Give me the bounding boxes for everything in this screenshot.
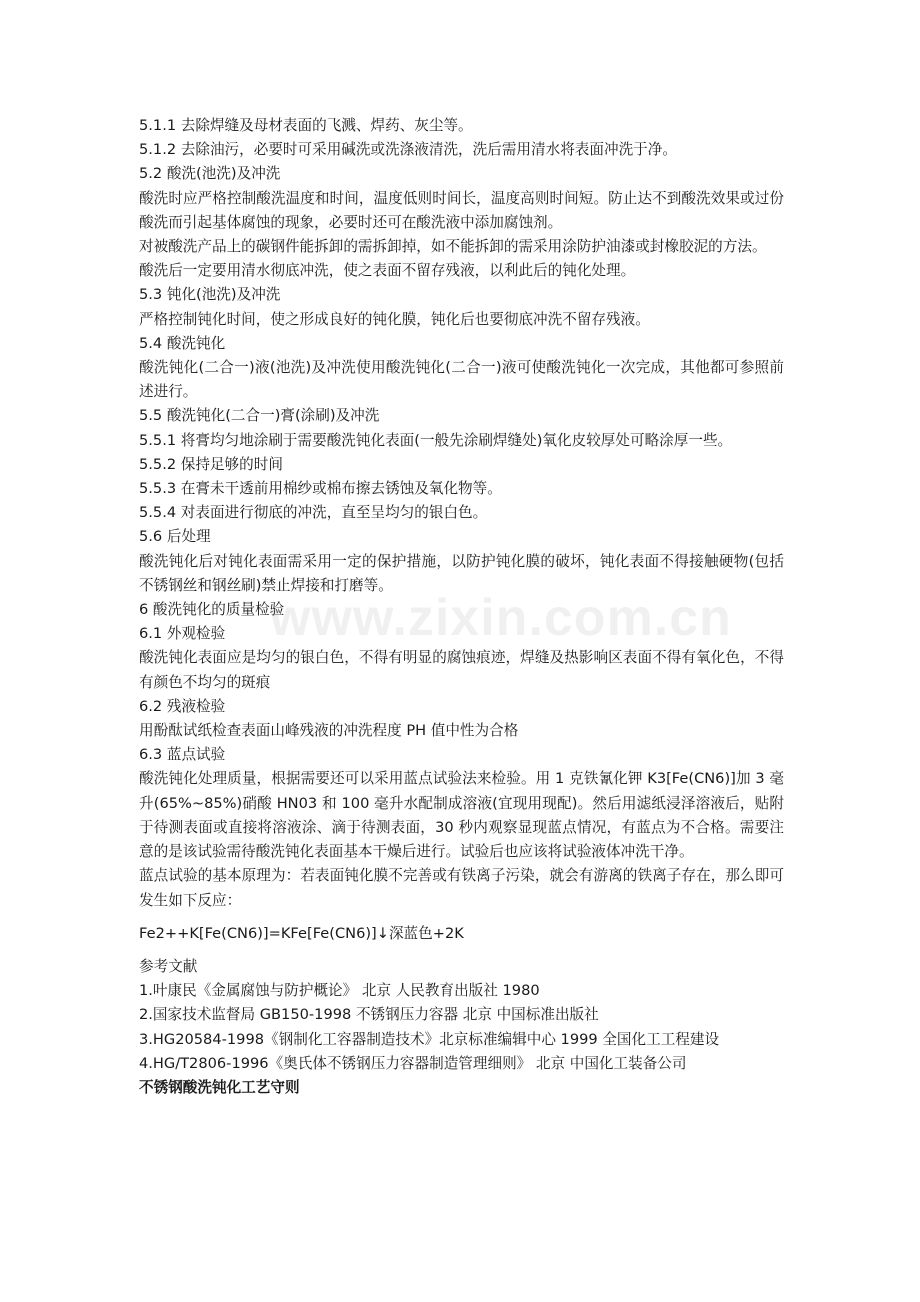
text-line-5-1-1: 5.1.1 去除焊缝及母材表面的飞溅、焊药、灰尘等。 bbox=[139, 117, 473, 134]
section-heading-5-5: 5.5 酸洗钝化(二合一)膏(涂刷)及冲洗 bbox=[139, 407, 380, 425]
paragraph-rinse-after-pickling: 酸洗后一定要用清水彻底冲洗，使之表面不留存残液，以利此后的钝化处理。 bbox=[139, 262, 636, 280]
section-heading-6-3: 6.3 蓝点试验 bbox=[139, 746, 226, 764]
paragraph-appearance-check: 酸洗钝化表面应是均匀的银白色，不得有明显的腐蚀痕迹，焊缝及热影响区表面不得有氧化色，不得有颜色不均匀的斑痕 bbox=[139, 649, 784, 691]
reference-item-2: 2.国家技术监督局 GB150-1998 不锈钢压力容器 北京 中国标准出版社 bbox=[139, 1006, 599, 1024]
paragraph-passivation-time: 严格控制钝化时间，使之形成良好的钝化膜，钝化后也要彻底冲洗不留存残液。 bbox=[139, 310, 650, 328]
text-line-5-1-2: 5.1.2 去除油污，必要时可采用碱洗或洗涤液清洗，洗后需用清水将表面冲洗于净。 bbox=[139, 141, 677, 159]
paragraph-carbon-steel-parts: 对被酸洗产品上的碳钢件能拆卸的需拆卸掉，如不能拆卸的需采用涂防护油漆或封橡胶泥的方法。 bbox=[139, 238, 767, 256]
section-heading-6-1: 6.1 外观检验 bbox=[139, 625, 226, 643]
section-heading-5-6: 5.6 后处理 bbox=[139, 528, 211, 546]
paragraph-post-treatment: 酸洗钝化后对钝化表面需采用一定的保护措施，以防护钝化膜的破坏，钝化表面不得接触硬物(包括不锈钢丝和钢丝刷)禁止焊接和打磨等。 bbox=[139, 552, 784, 594]
paragraph-blue-dot-test: 酸洗钝化处理质量，根据需要还可以采用蓝点试验法来检验。用 1 克铁氰化钾 K3[Fe(CN6)]加 3 毫升(65%~85%)硝酸 HN03 和 100 毫升水配制成溶液(宜现用现配)。然后用滤纸浸泽溶液后，贴附于待测表面或直接将溶液涂、滴于待测表面，30 秒内观察显现蓝点情况，有蓝点为不合格。需要注意的是该试验需待酸洗钝化表面基本干燥后进行。试验后也应该将试验液体冲洗干净。 bbox=[139, 770, 784, 861]
reference-item-1: 1.叶康民《金属腐蚀与防护概论》 北京 人民教育出版社 1980 bbox=[139, 982, 540, 1000]
document-title: 不锈钢酸洗钝化工艺守则 bbox=[139, 1078, 300, 1096]
text-line-5-5-4: 5.5.4 对表面进行彻底的冲洗，直至呈均匀的银白色。 bbox=[139, 504, 488, 522]
paragraph-residue-check: 用酚酞试纸检查表面山峰残液的冲洗程度 PH 值中性为合格 bbox=[139, 722, 519, 740]
section-heading-6-2: 6.2 残液检验 bbox=[139, 697, 226, 715]
reference-item-4: 4.HG/T2806-1996《奥氏体不锈钢压力容器制造管理细则》 北京 中国化工装备公司 bbox=[139, 1054, 687, 1072]
paragraph-blue-dot-principle: 蓝点试验的基本原理为：若表面钝化膜不完善或有铁离子污染，就会有游离的铁离子存在，那么即可发生如下反应： bbox=[139, 867, 784, 909]
document-body bbox=[139, 114, 784, 1100]
reference-item-3: 3.HG20584-1998《钢制化工容器制造技术》北京标准编辑中心 1999 全国化工工程建设 bbox=[139, 1030, 720, 1048]
section-heading-5-4: 5.4 酸洗钝化 bbox=[139, 334, 226, 352]
paragraph-pickling-control: 酸洗时应严格控制酸洗温度和时间，温度低则时间长，温度高则时间短。防止达不到酸洗效果或过份酸洗而引起基体腐蚀的现象，必要时还可在酸洗液中添加腐蚀剂。 bbox=[139, 189, 784, 231]
reaction-equation: Fe2++K[Fe(CN6)]=KFe[Fe(CN6)]↓深蓝色+2K bbox=[139, 924, 464, 942]
watermark: www.zixin.com.cn bbox=[270, 589, 732, 647]
paragraph-two-in-one-liquid: 酸洗钝化(二合一)液(池洗)及冲洗使用酸洗钝化(二合一)液可使酸洗钝化一次完成，其他都可参照前述进行。 bbox=[139, 359, 784, 401]
text-line-5-5-3: 5.5.3 在膏未干透前用棉纱或棉布擦去锈蚀及氧化物等。 bbox=[139, 480, 502, 498]
section-heading-6: 6 酸洗钝化的质量检验 bbox=[139, 601, 285, 619]
text-line-5-5-1: 5.5.1 将膏均匀地涂刷于需要酸洗钝化表面(一般先涂刷焊缝处)氧化皮较厚处可略涂厚一些。 bbox=[139, 431, 733, 449]
text-line-5-5-2: 5.5.2 保持足够的时间 bbox=[139, 455, 283, 473]
section-heading-5-2: 5.2 酸洗(池洗)及冲洗 bbox=[139, 165, 281, 183]
references-heading: 参考文献 bbox=[139, 957, 198, 975]
section-heading-5-3: 5.3 钝化(池洗)及冲洗 bbox=[139, 286, 281, 304]
